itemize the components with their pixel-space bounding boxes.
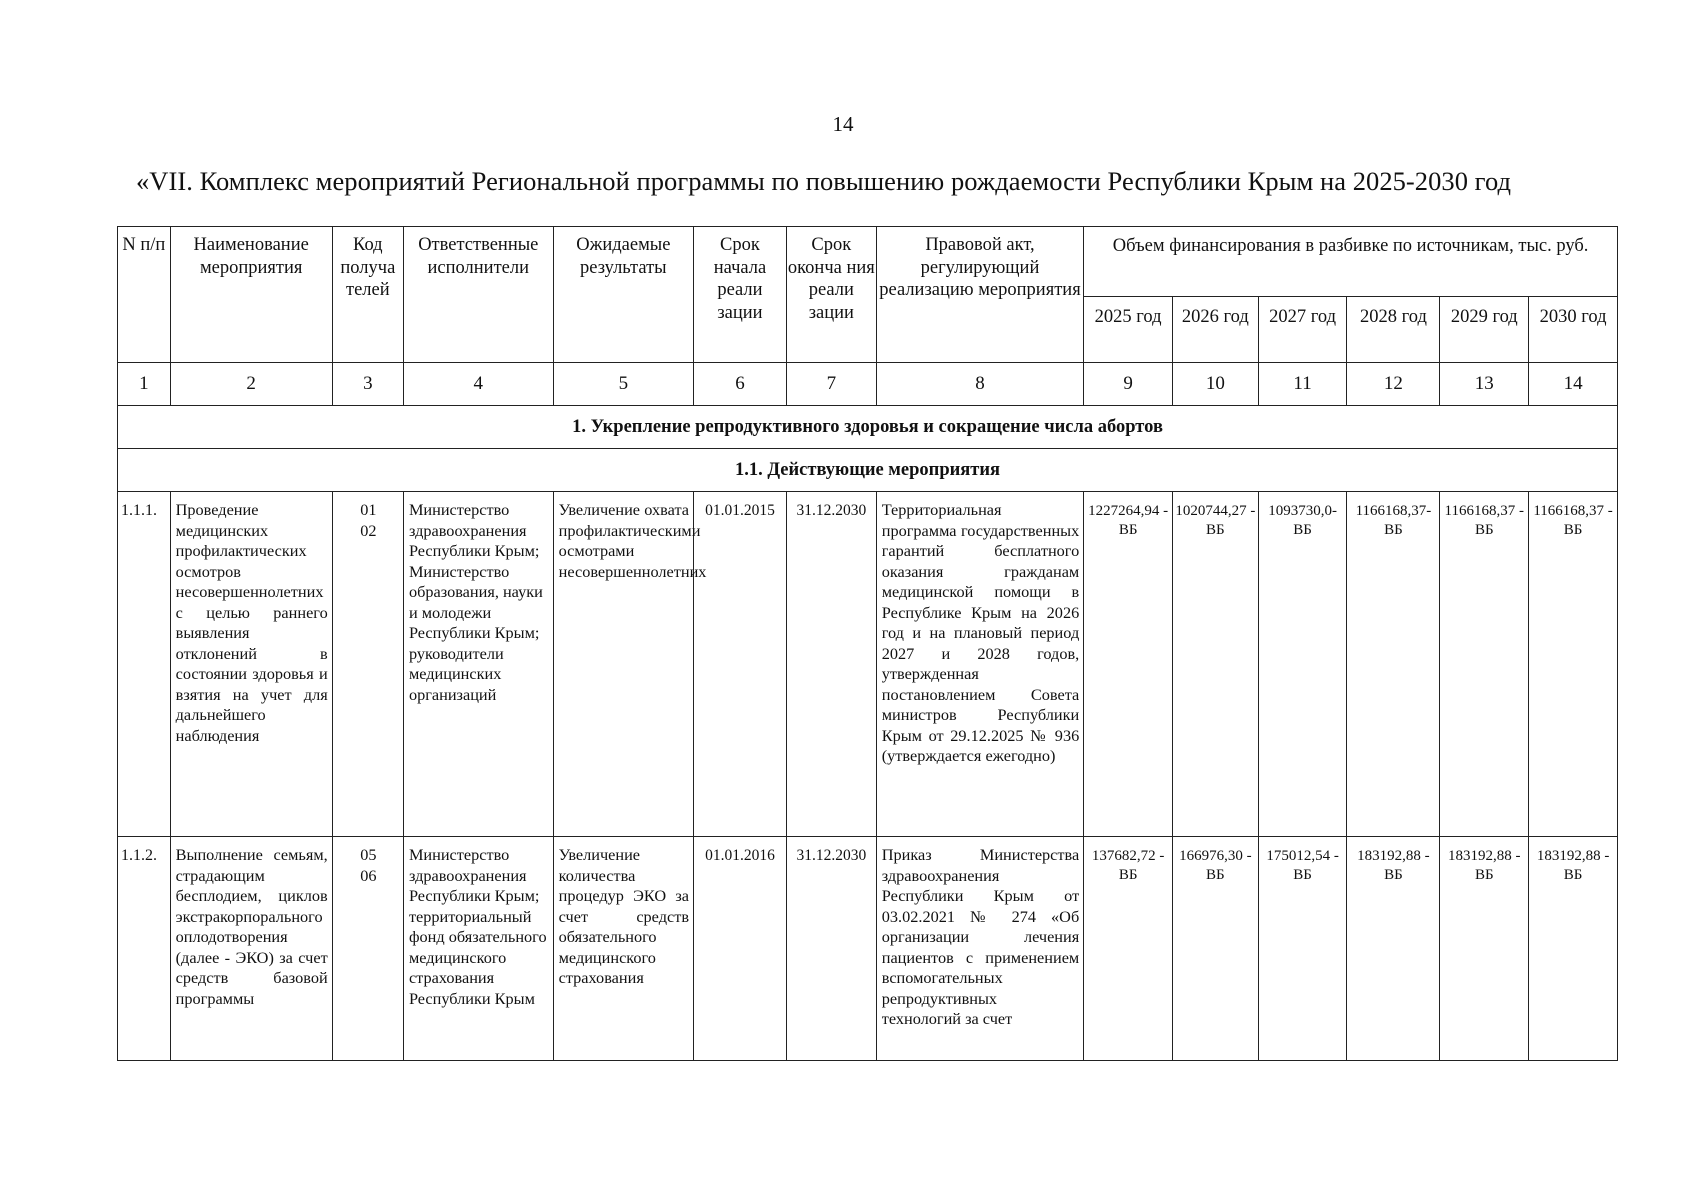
row-funding: 1166168,37- ВБ (1347, 492, 1440, 837)
row-number: 1.1.1. (118, 492, 171, 837)
row-codes (332, 492, 403, 837)
row-code: 05 (360, 845, 377, 864)
row-executors: Министерство здравоохранения Республики Крым; территориальный фонд обязательного медицинского страхования Республики Крым (403, 837, 553, 1061)
column-number: 14 (1529, 363, 1618, 406)
column-number: 3 (332, 363, 403, 406)
header-financing: Объем финансирования в разбивке по источникам, тыс. руб. (1084, 227, 1618, 297)
row-code: 02 (360, 520, 377, 540)
column-numbers-row (118, 363, 1618, 406)
row-start-date: 01.01.2016 (694, 837, 787, 1061)
row-funding: 1166168,37 - ВБ (1529, 492, 1618, 837)
header-results: Ожидаемые результаты (553, 227, 693, 363)
row-name: Выполнение семьям, страдающим бесплодием, циклов экстракорпорального оплодотворения (далее - ЭКО) за счет средств базовой программы (170, 837, 332, 1061)
row-code: 01 (360, 500, 377, 519)
column-number: 13 (1440, 363, 1529, 406)
header-start: Срок начала реали зации (694, 227, 787, 363)
header-year: 2029 год (1440, 297, 1529, 363)
row-funding: 183192,88 - ВБ (1529, 837, 1618, 1061)
column-number: 8 (876, 363, 1084, 406)
row-executors: Министерство здравоохранения Республики Крым; Министерство образования, науки и молодежи Республики Крым; руководители медицинских организаций (403, 492, 553, 837)
section-heading: 1. Укрепление репродуктивного здоровья и сокращение числа абортов (118, 406, 1618, 449)
header-end: Срок оконча ния реали зации (786, 227, 876, 363)
row-funding: 183192,88 - ВБ (1440, 837, 1529, 1061)
row-name: Проведение медицинских профилактических осмотров несовершеннолетних с целью раннего выявления отклонений в состоянии здоровья и взятия на учет для дальнейшего наблюдения (170, 492, 332, 837)
header-year: 2028 год (1347, 297, 1440, 363)
header-year: 2026 год (1173, 297, 1259, 363)
table-row (118, 492, 1618, 837)
header-year: 2025 год (1084, 297, 1173, 363)
document-title: «VII. Комплекс мероприятий Региональной программы по повышению рождаемости Республики Крым на 2025-2030 год (136, 166, 1512, 196)
subsection-row (118, 449, 1618, 492)
header-year: 2027 год (1258, 297, 1347, 363)
column-number: 4 (403, 363, 553, 406)
column-number: 6 (694, 363, 787, 406)
column-number: 9 (1084, 363, 1173, 406)
row-code: 06 (360, 865, 377, 885)
header-name: Наименование мероприятия (170, 227, 332, 363)
measures-table (117, 226, 1618, 1061)
section-row (118, 406, 1618, 449)
header-num: N п/п (118, 227, 171, 363)
row-legal-act: Территориальная программа государственных гарантий бесплатного оказания гражданам медицинской помощи в Республике Крым на 2026 год и на плановый период 2027 и 2028 годов, утвержденная постановлением Совета министров Республики Крым от 29.12.2025 № 936 (утверждается ежегодно) (876, 492, 1084, 837)
row-funding: 137682,72 - ВБ (1084, 837, 1173, 1061)
column-number: 5 (553, 363, 693, 406)
row-end-date: 31.12.2030 (786, 492, 876, 837)
column-number: 7 (786, 363, 876, 406)
row-end-date: 31.12.2030 (786, 837, 876, 1061)
row-results: Увеличение количества процедур ЭКО за счет средств обязательного медицинского страхования (553, 837, 693, 1061)
row-codes (332, 837, 403, 1061)
column-number: 1 (118, 363, 171, 406)
header-codes: Код получа телей (332, 227, 403, 363)
header-year: 2030 год (1529, 297, 1618, 363)
column-number: 10 (1173, 363, 1259, 406)
subsection-heading: 1.1. Действующие мероприятия (118, 449, 1618, 492)
row-funding: 166976,30 - ВБ (1173, 837, 1259, 1061)
table-row (118, 837, 1618, 1061)
column-number: 2 (170, 363, 332, 406)
row-results: Увеличение охвата профилактическими осмотрами несовершеннолетних (553, 492, 693, 837)
row-number: 1.1.2. (118, 837, 171, 1061)
row-funding: 183192,88 - ВБ (1347, 837, 1440, 1061)
row-start-date: 01.01.2015 (694, 492, 787, 837)
row-legal-act: Приказ Министерства здравоохранения Республики Крым от 03.02.2021 № 274 «Об организации лечения пациентов с применением вспомогательных репродуктивных технологий за счет (876, 837, 1084, 1061)
column-number: 11 (1258, 363, 1347, 406)
header-executors: Ответственные исполнители (403, 227, 553, 363)
row-funding: 1227264,94 - ВБ (1084, 492, 1173, 837)
row-funding: 175012,54 - ВБ (1258, 837, 1347, 1061)
table-header-row (118, 227, 1618, 297)
page-number: 14 (832, 112, 854, 136)
row-funding: 1166168,37 - ВБ (1440, 492, 1529, 837)
column-number: 12 (1347, 363, 1440, 406)
row-funding: 1093730,0-ВБ (1258, 492, 1347, 837)
header-legal-act: Правовой акт, регулирующий реализацию мероприятия (876, 227, 1084, 363)
row-funding: 1020744,27 - ВБ (1173, 492, 1259, 837)
